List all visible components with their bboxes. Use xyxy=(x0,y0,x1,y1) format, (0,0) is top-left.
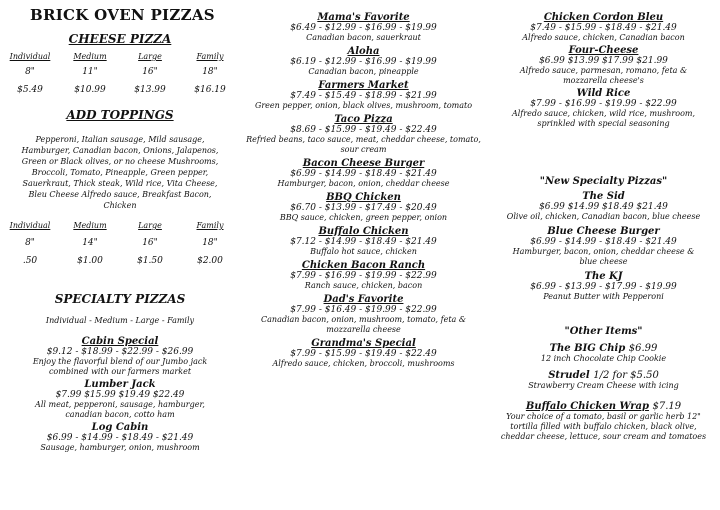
left-column xyxy=(0,0,240,510)
item-name: Cabin Special xyxy=(81,336,159,347)
new-specialty-heading: "New Specialty Pizzas" xyxy=(539,176,668,187)
inch-label: 18" xyxy=(202,238,218,248)
item-price: $6.99 - $14.99 - $18.49 - $21.49 xyxy=(530,237,677,247)
item-name: Blue Cheese Burger xyxy=(547,226,660,237)
item-price: $6.99 $14.99 $18.49 $21.49 xyxy=(539,202,668,212)
size-label: Medium xyxy=(73,52,107,61)
cheese-size-row xyxy=(0,52,240,61)
size-label: Large xyxy=(138,221,162,230)
menu-item xyxy=(487,88,720,129)
page-title: BRICK OVEN PIZZAS xyxy=(30,6,215,24)
inch-label: 18" xyxy=(202,67,218,77)
specialty-heading: SPECIALTY PIZZAS xyxy=(54,292,186,306)
item-name: Strudel xyxy=(548,370,590,381)
item-price: $6.99 - $14.99 - $18.49 - $21.49 xyxy=(290,169,437,179)
inch-label: 16" xyxy=(142,67,158,77)
menu-item xyxy=(246,158,481,189)
menu-item xyxy=(246,226,481,257)
menu-item xyxy=(246,80,481,111)
size-label: Large xyxy=(138,52,162,61)
inch-label: 8" xyxy=(25,238,35,248)
cheese-price-row xyxy=(0,85,240,95)
item-price: $7.49 - $15.49 - $18.99 - $21.99 xyxy=(290,91,437,101)
item-price: $7.99 - $16.99 - $19.99 - $22.99 xyxy=(530,99,677,109)
item-name: Mama's Favorite xyxy=(317,12,410,23)
menu-item xyxy=(487,226,720,267)
item-price: $6.99 $13.99 $17.99 $21.99 xyxy=(539,56,668,66)
menu-item xyxy=(487,401,720,442)
item-price: $9.12 - $18.99 - $22.99 - $26.99 xyxy=(46,347,194,357)
toppings-size-row xyxy=(0,221,240,230)
item-name: Log Cabin xyxy=(91,422,149,433)
specialty-sizes-line: Individual - Medium - Large - Family xyxy=(45,316,195,325)
middle-item-list xyxy=(246,12,481,372)
price-label: $10.99 xyxy=(74,85,106,95)
item-desc: 12 inch Chocolate Chip Cookie xyxy=(540,354,667,363)
item-price: $7.19 xyxy=(652,401,682,412)
menu-item xyxy=(487,12,720,43)
item-price: $7.99 - $16.99 - $19.99 - $22.99 xyxy=(290,271,437,281)
item-name: BBQ Chicken xyxy=(326,192,401,203)
toppings-section xyxy=(0,108,240,266)
item-name: Buffalo Chicken Wrap xyxy=(525,401,649,412)
menu-item xyxy=(246,114,481,155)
item-name: Wild Rice xyxy=(576,88,631,99)
item-name: Aloha xyxy=(347,46,380,57)
item-desc: All meat, pepperoni, sausage, hamburger, canadian bacon, cotto ham xyxy=(35,400,205,419)
inch-label: 14" xyxy=(82,238,98,248)
price-label: $2.00 xyxy=(197,256,223,266)
right-column xyxy=(487,0,720,510)
item-price: $6.99 - $14.99 - $18.49 - $21.49 xyxy=(46,433,194,443)
price-label: $5.49 xyxy=(17,85,43,95)
toppings-heading: ADD TOPPINGS xyxy=(66,108,174,122)
item-desc: Refried beans, taco sauce, meat, cheddar cheese, tomato, sour cream xyxy=(246,135,481,154)
item-desc: Olive oil, chicken, Canadian bacon, blue cheese xyxy=(506,212,701,221)
item-price: $7.12 - $14.99 - $18.49 - $21.49 xyxy=(290,237,437,247)
toppings-inch-row xyxy=(0,238,240,248)
item-desc: Hamburger, bacon, onion, cheddar cheese xyxy=(277,179,450,188)
menu-item xyxy=(246,12,481,43)
menu-item xyxy=(0,422,240,453)
cheese-pizza-section xyxy=(0,32,240,95)
price-label: $1.00 xyxy=(77,256,103,266)
item-desc: Peanut Butter with Pepperoni xyxy=(543,292,664,301)
item-name: Farmers Market xyxy=(318,80,409,91)
item-name: Grandma's Special xyxy=(311,338,416,349)
specialty-section xyxy=(0,292,240,455)
item-price: $6.99 - $13.99 - $17.99 - $19.99 xyxy=(530,282,677,292)
size-label: Medium xyxy=(73,221,107,230)
menu-item xyxy=(246,192,481,223)
item-name: Bacon Cheese Burger xyxy=(302,158,425,169)
item-name: Lumber Jack xyxy=(84,379,156,390)
new-specialty-section xyxy=(487,176,720,304)
item-desc: Ranch sauce, chicken, bacon xyxy=(304,281,423,290)
inch-label: 16" xyxy=(142,238,158,248)
item-price: $8.69 - $15.99 - $19.49 - $22.49 xyxy=(290,125,437,135)
size-label: Family xyxy=(196,221,224,230)
item-desc: Green pepper, onion, black olives, mushroom, tomato xyxy=(254,101,473,110)
menu-item xyxy=(246,46,481,77)
item-name: Taco Pizza xyxy=(334,114,393,125)
menu-item xyxy=(487,45,720,86)
item-price: $7.99 $15.99 $19.49 $22.49 xyxy=(55,390,185,400)
item-price: $6.70 - $13.99 - $17.49 - $20.49 xyxy=(290,203,437,213)
menu-item xyxy=(487,343,720,364)
item-name: Dad's Favorite xyxy=(323,294,404,305)
cheese-inch-row xyxy=(0,67,240,77)
item-name-line xyxy=(487,370,720,381)
item-price: $6.49 - $12.99 - $16.99 - $19.99 xyxy=(290,23,437,33)
item-name-line xyxy=(487,343,720,354)
middle-column xyxy=(246,0,481,510)
item-name-line xyxy=(487,401,720,412)
item-name: The KJ xyxy=(584,271,623,282)
item-name: Four-Cheese xyxy=(568,45,639,56)
inch-label: 8" xyxy=(25,67,35,77)
item-name: The Sid xyxy=(582,191,625,202)
item-desc: Alfredo sauce, chicken, broccoli, mushrooms xyxy=(272,359,455,368)
item-desc: Your choice of a tomato, basil or garlic herb 12" tortilla filled with buffalo chicken, black olive, cheddar cheese, lettuce, sour cream and tomatoes xyxy=(500,412,707,441)
menu-item xyxy=(246,338,481,369)
item-desc: Hamburger, bacon, onion, cheddar cheese & blue cheese xyxy=(512,247,695,266)
item-desc: Canadian bacon, onion, mushroom, tomato, feta & mozzarella cheese xyxy=(261,315,466,334)
item-name: The BIG Chip xyxy=(549,343,626,354)
price-label: .50 xyxy=(22,256,38,266)
item-price: $7.99 - $16.49 - $19.99 - $22.99 xyxy=(290,305,437,315)
item-price: $7.99 - $15.99 - $19.49 - $22.49 xyxy=(290,349,437,359)
item-price: 1/2 for $5.50 xyxy=(593,370,659,381)
item-desc: Buffalo hot sauce, chicken xyxy=(310,247,417,256)
price-label: $13.99 xyxy=(134,85,166,95)
toppings-list: Pepperoni, Italian sausage, Mild sausage, Hamburger, Canadian bacon, Onions, Jalapenos, Green or Black olives, or no cheese Mushrooms, Broccoli, Tomato, Pineapple, Green pepper, Sauerkraut, Thick steak, Wild rice, Vita Cheese, Bleu Cheese Alfredo sauce, Breakfast Bacon, Chicken xyxy=(21,135,219,210)
size-label: Individual xyxy=(9,52,51,61)
menu-item xyxy=(0,336,240,377)
item-price: $7.49 - $15.99 - $18.49 - $21.49 xyxy=(530,23,677,33)
item-desc: Alfredo sauce, parmesan, romano, feta & mozzarella cheese's xyxy=(519,66,688,85)
item-desc: Strawberry Cream Cheese with icing xyxy=(528,381,679,390)
toppings-price-row xyxy=(0,256,240,266)
size-label: Individual xyxy=(9,221,51,230)
inch-label: 11" xyxy=(82,67,98,77)
item-name: Chicken Cordon Bleu xyxy=(543,12,664,23)
item-price: $6.19 - $12.99 - $16.99 - $19.99 xyxy=(290,57,437,67)
price-label: $16.19 xyxy=(194,85,226,95)
cheese-pizza-heading: CHEESE PIZZA xyxy=(68,32,172,46)
item-name: Chicken Bacon Ranch xyxy=(301,260,426,271)
item-desc: Enjoy the flavorful blend of our Jumbo jack combined with our farmers market xyxy=(32,357,208,376)
item-desc: Alfredo sauce, chicken, Canadian bacon xyxy=(522,33,685,42)
price-label: $1.50 xyxy=(137,256,163,266)
item-name: Buffalo Chicken xyxy=(318,226,409,237)
menu-item xyxy=(487,191,720,222)
menu-item xyxy=(487,271,720,302)
item-desc: Alfredo sauce, chicken, wild rice, mushroom, sprinkled with special seasoning xyxy=(511,109,696,128)
item-desc: Canadian bacon, sauerkraut xyxy=(306,33,421,42)
menu-item xyxy=(487,370,720,391)
item-desc: BBQ sauce, chicken, green pepper, onion xyxy=(279,213,448,222)
item-price: $6.99 xyxy=(628,343,658,354)
other-items-section xyxy=(487,326,720,444)
item-desc: Canadian bacon, pineapple xyxy=(308,67,419,76)
item-desc: Sausage, hamburger, onion, mushroom xyxy=(40,443,200,452)
menu-item xyxy=(0,379,240,420)
menu-item xyxy=(246,260,481,291)
size-label: Family xyxy=(196,52,224,61)
right-top-list xyxy=(487,12,720,131)
other-items-heading: "Other Items" xyxy=(564,326,643,337)
menu-item xyxy=(246,294,481,335)
